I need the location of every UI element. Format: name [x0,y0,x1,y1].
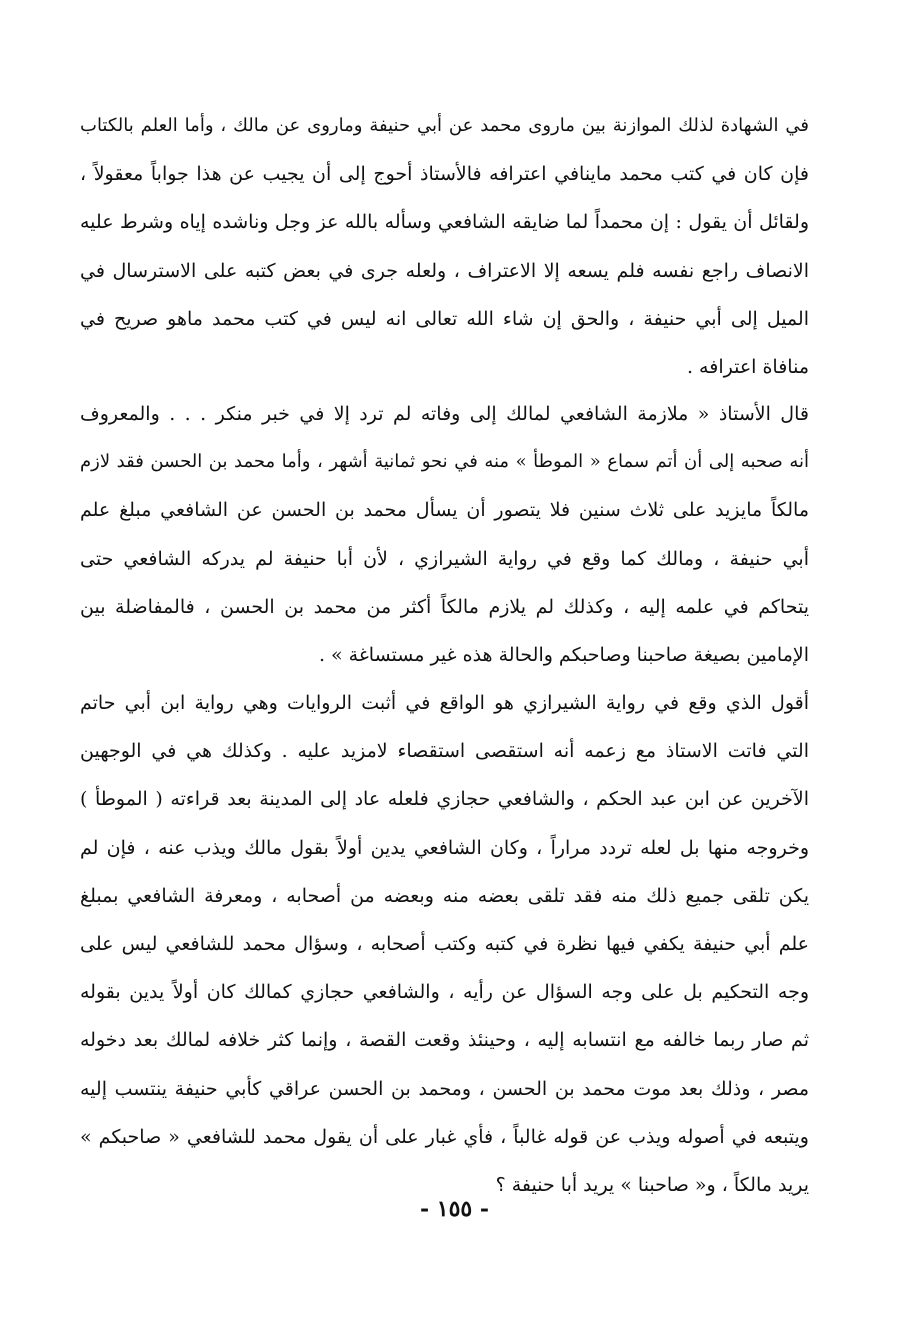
text-line: وخروجه منها بل لعله تردد مراراً ، وكان الشافعي يدين أولاً بقول مالك ويذب عنه ، فإن لم [80,836,809,859]
text-line: علم أبي حنيفة يكفي فيها نظرة في كتبه وكتب أصحابه ، وسؤال محمد للشافعي ليس على [80,932,809,955]
paragraph-2 [80,390,809,679]
page-number: - ١٥٥ - [419,1196,490,1222]
text-line: الآخرين عن ابن عبد الحكم ، والشافعي حجازي فلعله عاد إلى المدينة بعد قراءته ( الموطأ ) [80,788,809,811]
text-line: الانصاف راجع نفسه فلم يسعه إلا الاعتراف ، ولعله جرى في بعض كتبه على الاسترسال في [80,259,809,282]
paragraph-1 [80,102,809,391]
text-line: قال الأستاذ « ملازمة الشافعي لمالك إلى وفاته لم ترد إلا في خبر منكر . . . والمعروف [80,403,809,425]
text-line: ثم صار ربما خالفه مع انتسابه إليه ، وحينئذ وقعت القصة ، وإنما كثر خلافه لمالك بعد دخوله [80,1029,809,1052]
text-line: في الشهادة لذلك الموازنة بين ماروى محمد عن أبي حنيفة وماروى عن مالك ، وأما العلم بالكتاب [80,115,809,136]
text-line: التي فاتت الاستاذ مع زعمه أنه استقصى استقصاء لامزيد عليه . وكذلك هي في الوجهين [80,740,809,763]
paragraph-3 [80,679,809,1209]
text-line: مالكاً مايزيد على ثلاث سنين فلا يتصور أن يسأل محمد بن الحسن عن الشافعي مبلغ علم [80,499,809,522]
text-line: فإن كان في كتب محمد ماينافي اعترافه فالأستاذ أحوج إلى أن يجيب عن هذا جواباً معقولاً ، [80,163,809,186]
text-line: يتحاكم في علمه إليه ، وكذلك لم يلازم مالكاً أكثر من محمد بن الحسن ، فالمفاضلة بين [80,595,809,618]
text-line: يكن تلقى جميع ذلك منه فقد تلقى بعضه منه وبعضه من أصحابه ، ومعرفة الشافعي بمبلغ [80,884,809,907]
text-line: أقول الذي وقع في رواية الشيرازي هو الواقع في أثبت الروايات وهي رواية ابن أبي حاتم [80,692,809,714]
text-line: أبي حنيفة ، ومالك كما وقع في رواية الشيرازي ، لأن أبا حنيفة لم يدركه الشافعي حتى [80,547,809,570]
text-line: أنه صحبه إلى أن أتم سماع « الموطأ » منه في نحو ثمانية أشهر ، وأما محمد بن الحسن فقد لازم [80,451,809,473]
text-line: مصر ، وذلك بعد موت محمد بن الحسن ، ومحمد بن الحسن عراقي كأبي حنيفة ينتسب إليه [80,1077,809,1100]
text-line: ولقائل أن يقول : إن محمداً لما ضايقه الشافعي وسأله بالله عز وجل وناشده إياه وشرط عليه [80,211,809,234]
text-line: ويتبعه في أصوله ويذب عن قوله غالباً ، فأي غبار على أن يقول محمد للشافعي « صاحبكم » [80,1125,809,1148]
text-line: منافاة اعترافه . [686,355,809,378]
text-line: وجه التحكيم بل على وجه السؤال عن رأيه ، والشافعي حجازي كمالك كان أولاً يدين بقوله [80,981,809,1004]
text-line: الإمامين بصيغة صاحبنا وصاحبكم والحالة هذه غير مستساغة » . [318,643,809,666]
text-line: الميل إلى أبي حنيفة ، والحق إن شاء الله تعالى انه ليس في كتب محمد ماهو صريح في [80,307,809,330]
text-line: يريد مالكاً ، و« صاحبنا » يريد أبا حنيفة ؟ [495,1173,809,1196]
